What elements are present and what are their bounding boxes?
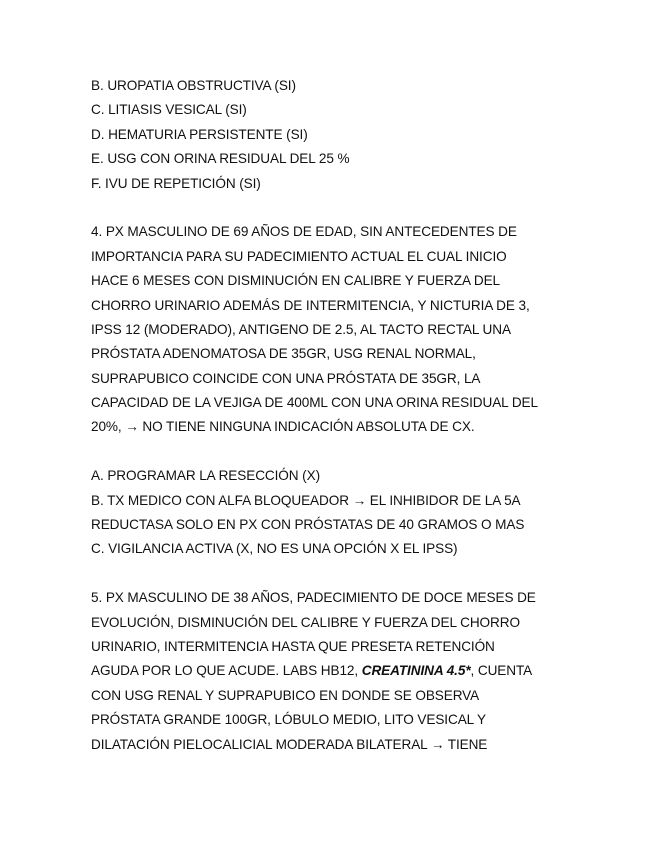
question-4-line: PRÓSTATA ADENOMATOSA DE 35GR, USG RENAL NORMAL, bbox=[91, 346, 476, 362]
question-4-option-b-continued: REDUCTASA SOLO EN PX CON PRÓSTATAS DE 40 GRAMOS O MAS bbox=[91, 517, 525, 533]
paragraph-spacer bbox=[91, 440, 591, 464]
question-5-line-with-emphasis bbox=[91, 659, 591, 683]
paragraph-spacer bbox=[91, 562, 591, 586]
question-5-text: , CUENTA bbox=[470, 663, 533, 679]
question-5-line: CON USG RENAL Y SUPRAPUBICO EN DONDE SE OBSERVA bbox=[91, 687, 480, 703]
list-item-d: D. HEMATURIA PERSISTENTE (SI) bbox=[91, 126, 308, 142]
question-4-line: IMPORTANCIA PARA SU PADECIMIENTO ACTUAL EL CUAL INICIO bbox=[91, 248, 507, 264]
document-body bbox=[91, 74, 591, 757]
question-4-line: IPSS 12 (MODERADO), ANTIGENO DE 2.5, AL TACTO RECTAL UNA bbox=[91, 321, 511, 337]
question-5-line: 5. PX MASCULINO DE 38 AÑOS, PADECIMIENTO DE DOCE MESES DE bbox=[91, 590, 536, 606]
list-item-e: E. USG CON ORINA RESIDUAL DEL 25 % bbox=[91, 151, 350, 167]
list-item-f: F. IVU DE REPETICIÓN (SI) bbox=[91, 175, 261, 191]
question-4-option-c: C. VIGILANCIA ACTIVA (X, NO ES UNA OPCIÓN X EL IPSS) bbox=[91, 541, 458, 557]
question-4-line: 20%, → NO TIENE NINGUNA INDICACIÓN ABSOLUTA DE CX. bbox=[91, 419, 475, 435]
creatinine-emphasis: CREATININA 4.5* bbox=[361, 663, 471, 679]
question-4-line: 4. PX MASCULINO DE 69 AÑOS DE EDAD, SIN ANTECEDENTES DE bbox=[91, 224, 517, 240]
question-4-line: HACE 6 MESES CON DISMINUCIÓN EN CALIBRE Y FUERZA DEL bbox=[91, 273, 500, 289]
question-4-option-a: A. PROGRAMAR LA RESECCIÓN (X) bbox=[91, 468, 320, 484]
list-item-c: C. LITIASIS VESICAL (SI) bbox=[91, 102, 247, 118]
paragraph-spacer bbox=[91, 196, 591, 220]
question-5-line: URINARIO, INTERMITENCIA HASTA QUE PRESETA RETENCIÓN bbox=[91, 638, 495, 654]
list-item-b: B. UROPATIA OBSTRUCTIVA (SI) bbox=[91, 78, 296, 93]
question-5-line: EVOLUCIÓN, DISMINUCIÓN DEL CALIBRE Y FUERZA DEL CHORRO bbox=[91, 614, 520, 630]
question-5-line: DILATACIÓN PIELOCALICIAL MODERADA BILATERAL → TIENE bbox=[91, 736, 488, 752]
question-4-option-b: B. TX MEDICO CON ALFA BLOQUEADOR → EL INHIBIDOR DE LA 5A bbox=[91, 492, 521, 508]
question-5-line: PRÓSTATA GRANDE 100GR, LÓBULO MEDIO, LITO VESICAL Y bbox=[91, 712, 487, 728]
question-4-line: CAPACIDAD DE LA VEJIGA DE 400ML CON UNA ORINA RESIDUAL DEL bbox=[91, 395, 538, 411]
question-5-text: AGUDA POR LO QUE ACUDE. LABS HB12, bbox=[91, 663, 362, 679]
question-4-line: CHORRO URINARIO ADEMÁS DE INTERMITENCIA, Y NICTURIA DE 3, bbox=[91, 297, 530, 313]
question-4-line: SUPRAPUBICO COINCIDE CON UNA PRÓSTATA DE 35GR, LA bbox=[91, 370, 481, 386]
